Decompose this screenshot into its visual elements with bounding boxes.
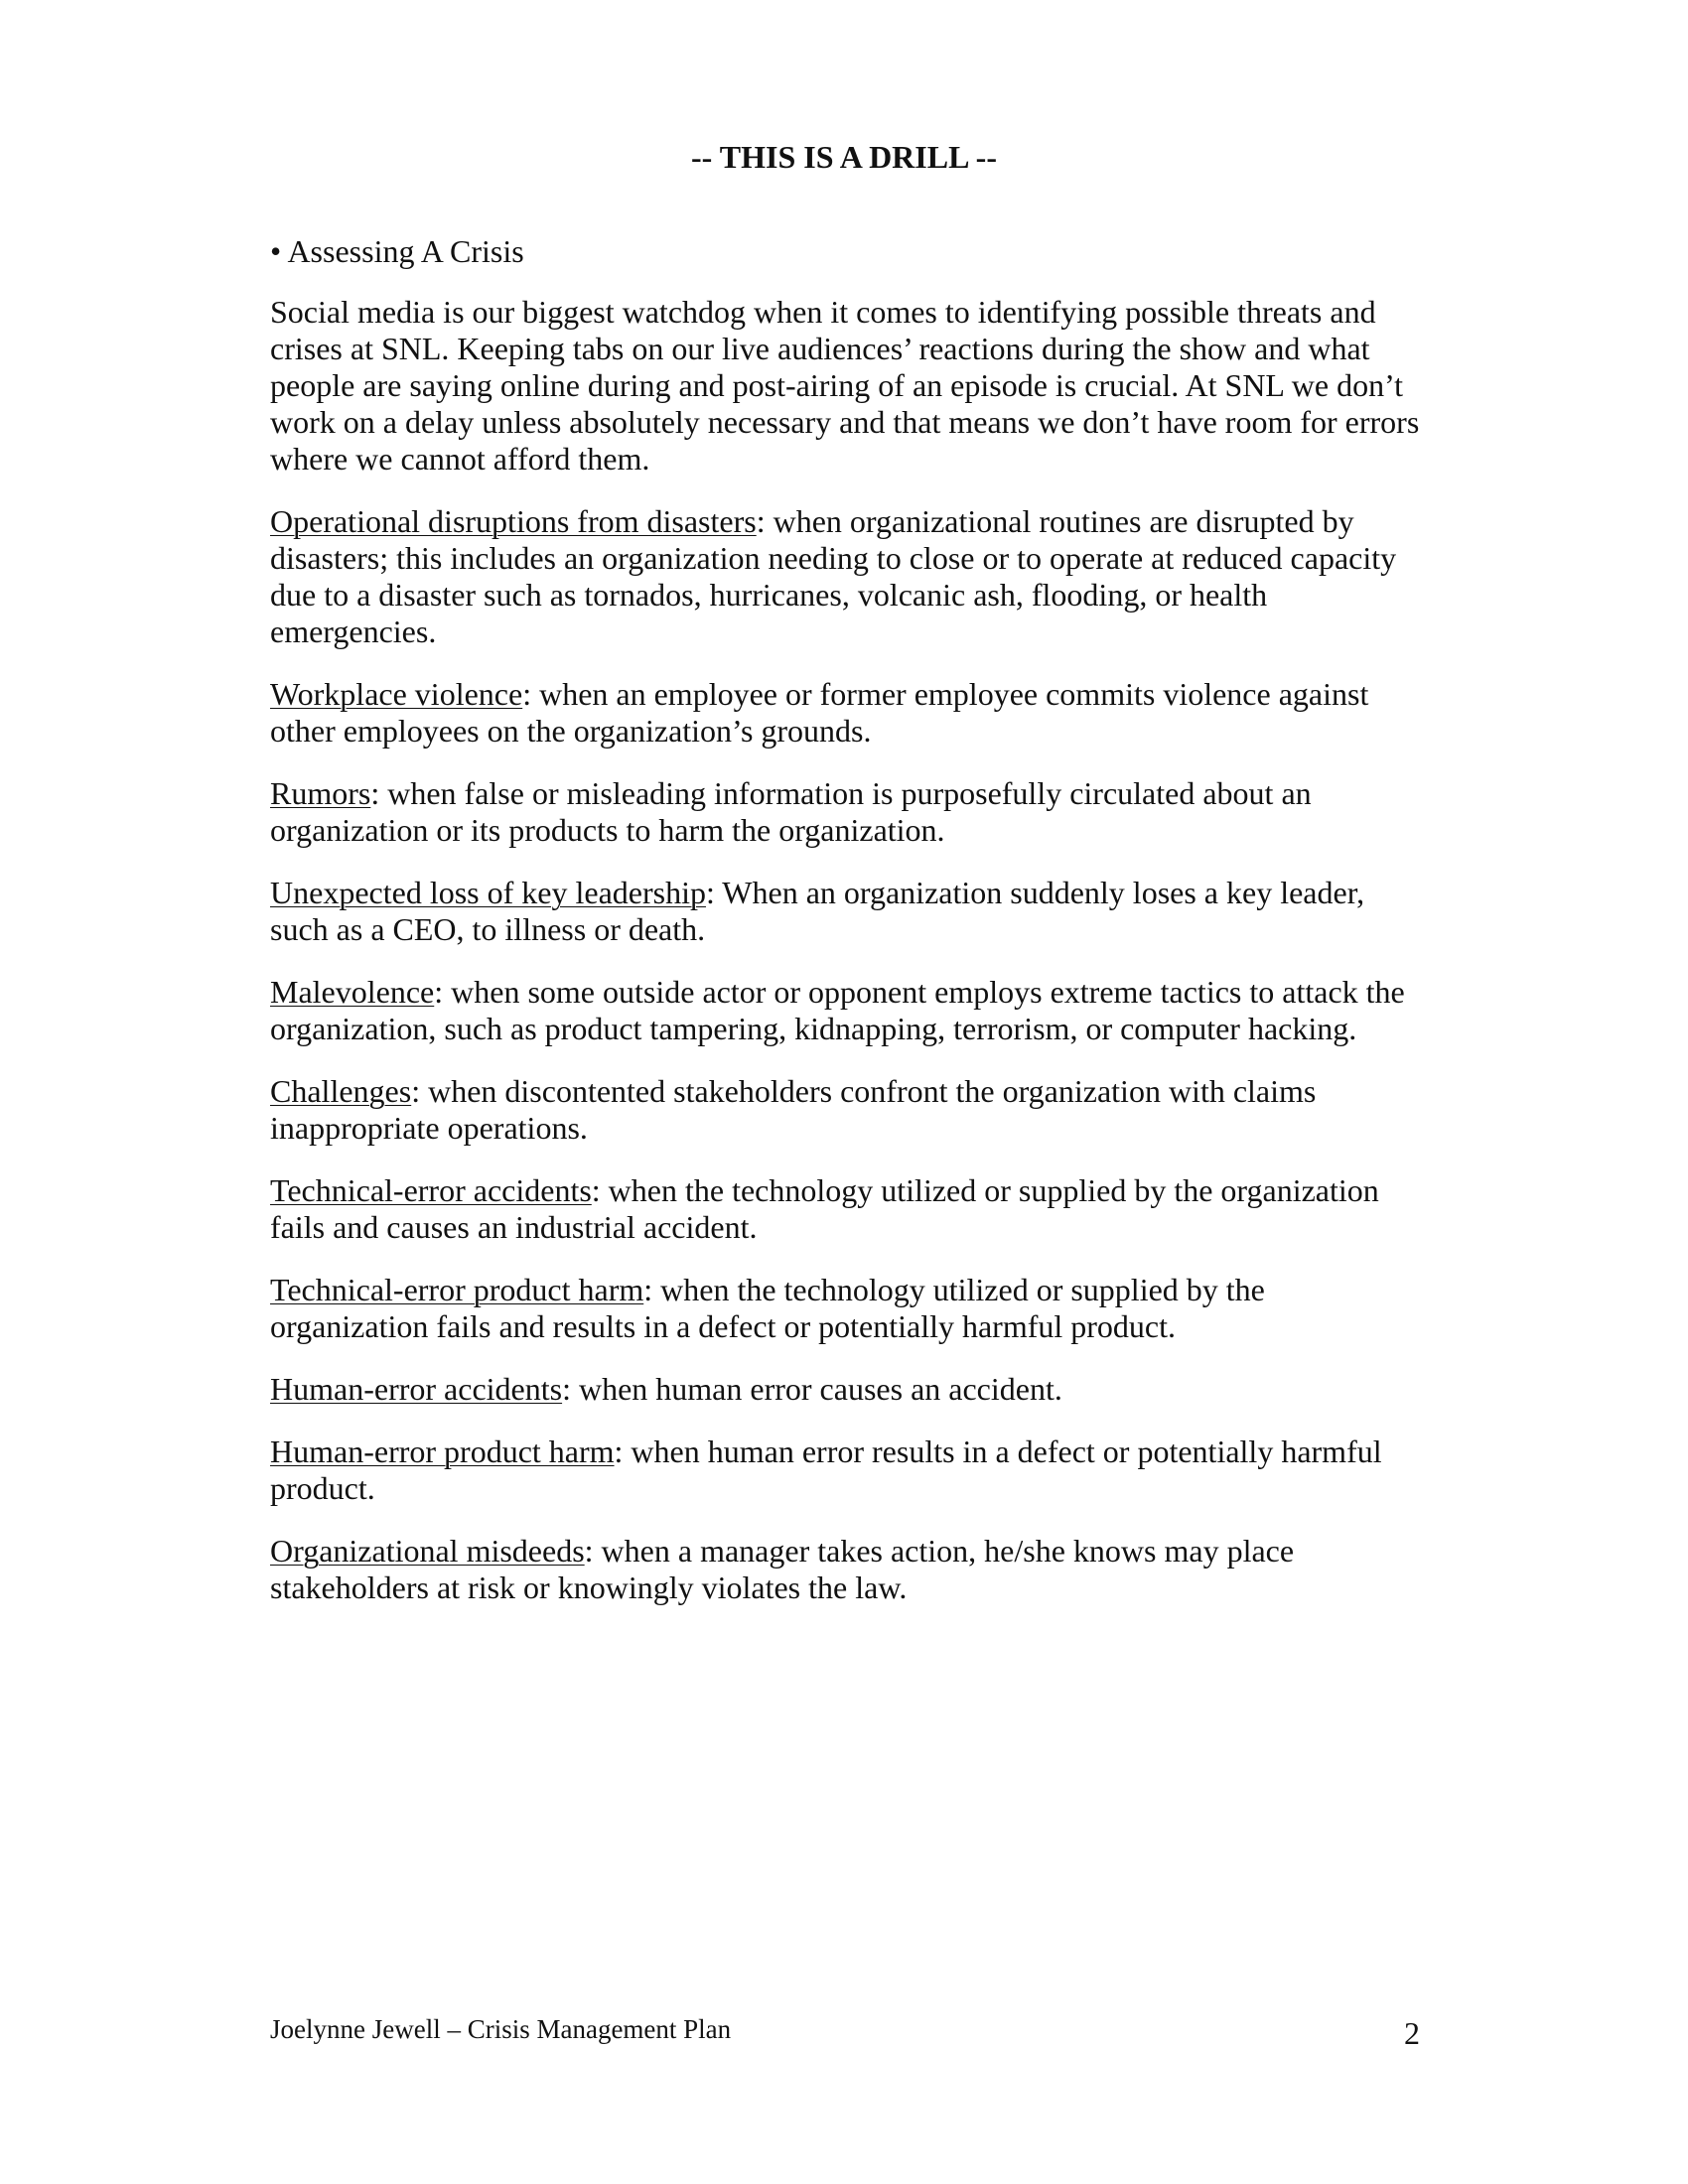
crisis-type-definition: : when discontented stakeholders confront the organization with claims inappropriate operations. xyxy=(270,1073,1317,1146)
crisis-type-item xyxy=(270,974,1422,1047)
crisis-type-term: Malevolence xyxy=(270,974,435,1010)
crisis-type-term: Human-error product harm xyxy=(270,1433,615,1469)
crisis-type-term: Rumors xyxy=(270,775,371,811)
crisis-type-definition: : when human error causes an accident. xyxy=(562,1371,1062,1407)
crisis-type-item xyxy=(270,1433,1422,1507)
crisis-type-definition: : when the technology utilized or supplied by the organization fails and causes an industrial accident. xyxy=(270,1172,1379,1245)
crisis-type-item xyxy=(270,1172,1422,1246)
crisis-type-definition: : when some outside actor or opponent employs extreme tactics to attack the organization, such as product tampering, kidnapping, terrorism, or computer hacking. xyxy=(270,974,1405,1046)
crisis-type-term: Organizational misdeeds xyxy=(270,1533,585,1569)
section-heading xyxy=(270,233,1422,270)
crisis-type-term: Workplace violence xyxy=(270,676,523,712)
crisis-type-definition: : when human error results in a defect or potentially harmful product. xyxy=(270,1433,1382,1506)
page-content xyxy=(270,233,1422,1632)
page-number: 2 xyxy=(1404,2015,1420,2051)
crisis-type-definition: : when a manager takes action, he/she knows may place stakeholders at risk or knowingly violates the law. xyxy=(270,1533,1295,1605)
crisis-type-definition: : when an employee or former employee commits violence against other employees on the organization’s grounds. xyxy=(270,676,1369,749)
section-heading-text: Assessing A Crisis xyxy=(287,233,524,269)
crisis-type-item xyxy=(270,1371,1422,1408)
crisis-type-item xyxy=(270,775,1422,849)
crisis-type-definition: : when organizational routines are disrupted by disasters; this includes an organization needing to close or to operate at reduced capacity due to a disaster such as tornados, hurricanes, volcanic ash, flooding, or health emergencies. xyxy=(270,503,1397,649)
crisis-type-item xyxy=(270,875,1422,948)
crisis-type-item xyxy=(270,676,1422,750)
crisis-type-item xyxy=(270,1533,1422,1606)
crisis-type-item xyxy=(270,1272,1422,1345)
bullet-glyph: • xyxy=(270,233,282,269)
crisis-type-term: Human-error accidents xyxy=(270,1371,563,1407)
drill-banner: -- THIS IS A DRILL -- xyxy=(691,139,997,175)
crisis-type-item xyxy=(270,1073,1422,1147)
footer-title: Joelynne Jewell – Crisis Management Plan xyxy=(270,2014,732,2044)
crisis-type-item xyxy=(270,503,1422,650)
crisis-type-term: Technical-error accidents xyxy=(270,1172,592,1208)
crisis-type-term: Unexpected loss of key leadership xyxy=(270,875,706,910)
crisis-type-definition: : when the technology utilized or supplied by the organization fails and results in a defect or potentially harmful product. xyxy=(270,1272,1265,1344)
crisis-type-definition: : When an organization suddenly loses a key leader, such as a CEO, to illness or death. xyxy=(270,875,1365,947)
intro-paragraph: Social media is our biggest watchdog when it comes to identifying possible threats and crises at SNL. Keeping tabs on our live audiences’ reactions during the show and what people are saying online during and post-airing of an episode is crucial. At SNL we don’t work on a delay unless absolutely necessary and that means we don’t have room for errors where we cannot afford them. xyxy=(270,294,1420,477)
crisis-type-term: Operational disruptions from disasters xyxy=(270,503,757,539)
crisis-type-definition: : when false or misleading information is purposefully circulated about an organization or its products to harm the organization. xyxy=(270,775,1312,848)
crisis-type-term: Challenges xyxy=(270,1073,412,1109)
crisis-type-term: Technical-error product harm xyxy=(270,1272,644,1307)
